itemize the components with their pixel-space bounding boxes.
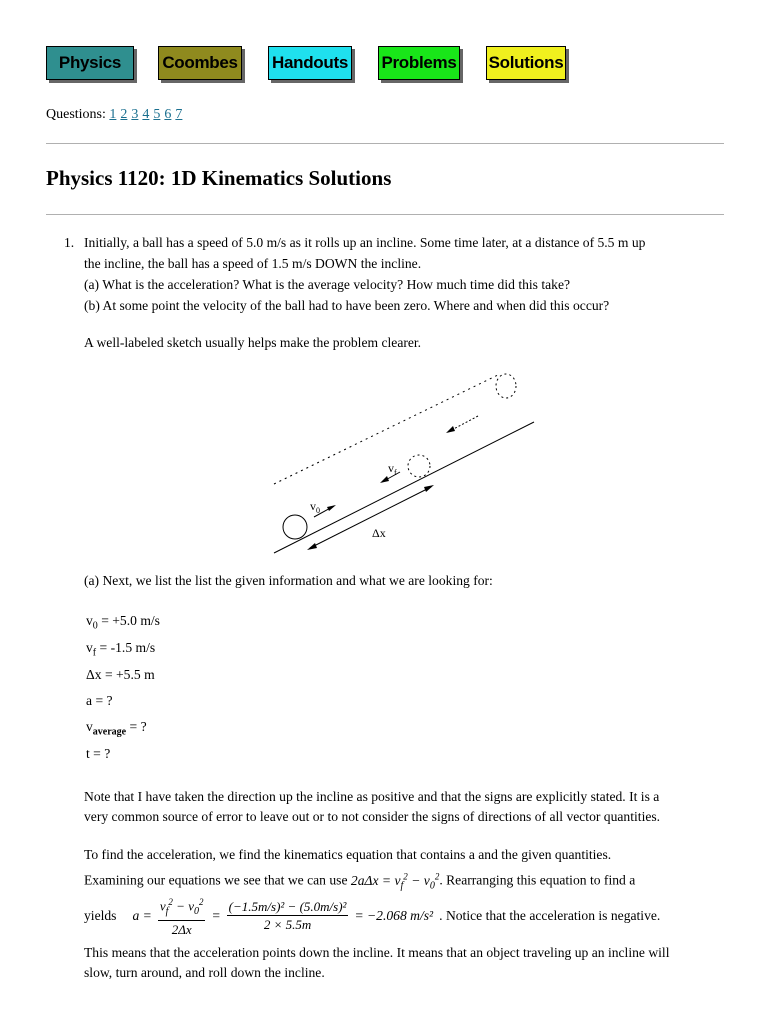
dx-arrow [310, 487, 431, 548]
accel-line-2: Examining our equations we see that we can use $2a\Delta x = v_f^2 - v_0^2$. Rearranging this equation to find a [84, 871, 636, 892]
accel-line-5: slow, turn around, and roll down the incline. [84, 965, 325, 980]
accel-line-3: yields a = $\frac{v_f^2 - v_0^2}{2\Delta x}$ = $\frac{\text{(−1.5m/s)² − (5.0m/s)²}}{2 \times 5.5m}$ = −2.068 m/s² . Notice that the acceleration is negative. [84, 894, 660, 938]
problem-line-1: Initially, a ball has a speed of 5.0 m/s as it rolls up an incline. Some time later, at a distance of 5.5 m up [84, 235, 646, 250]
v0-arrow-head [327, 505, 336, 511]
note-line-1: Note that I have taken the direction up the incline as positive and that the signs are explicitly stated. It is a [84, 789, 660, 804]
sketch-note: A well-labeled sketch usually helps make the problem clearer. [84, 335, 422, 350]
question-link-7[interactable]: 7 [175, 107, 183, 122]
question-link-5[interactable]: 5 [153, 107, 161, 122]
accel-equation-inline: $2a\Delta x = v_f^2 - v_0^2$ [350, 871, 440, 892]
v0-label: $v_0$ [310, 499, 320, 515]
given-a: a = ? [86, 693, 113, 708]
divider-title [46, 214, 724, 215]
fraction-symbolic: $\frac{v_f^2 - v_0^2}{2\Delta x}$ [158, 894, 206, 938]
page-title: Physics 1120: 1D Kinematics Solutions [46, 166, 392, 190]
question-link-4[interactable]: 4 [142, 107, 150, 122]
problem-line-2: the incline, the ball has a speed of 1.5 m/s DOWN the incline. [84, 256, 422, 271]
problem-line-3: (a) What is the acceleration? What is the average velocity? How much time did this take? [84, 277, 571, 292]
question-link-2[interactable]: 2 [120, 107, 128, 122]
problem-line-4: (b) At some point the velocity of the ball had to have been zero. Where and when did this occur? [84, 298, 610, 313]
note-line-2: very common source of error to leave out or to not consider the signs of directions of all vector quantities. [84, 809, 661, 824]
ball-final-dotted [408, 455, 430, 477]
given-vavg: $v_{average}$ = ? [86, 719, 147, 738]
accel-line-4: This means that the acceleration points down the incline. It means that an object traveling up an incline will [84, 945, 670, 960]
question-link-6[interactable]: 6 [164, 107, 172, 122]
return-arrow-head [446, 426, 455, 433]
question-link-1[interactable]: 1 [109, 107, 117, 122]
given-intro: (a) Next, we list the list the given information and what we are looking for: [84, 573, 493, 588]
ball-top-dotted [496, 374, 516, 398]
nav-solutions-button[interactable]: Solutions [486, 46, 566, 80]
incline-sketch [0, 360, 768, 560]
ball-initial [283, 515, 307, 539]
accel-line-1: To find the acceleration, we find the kinematics equation that contains a and the given quantities. [84, 847, 612, 862]
question-link-3[interactable]: 3 [131, 107, 139, 122]
vf-label: $v_f$ [388, 461, 397, 477]
nav-problems-button[interactable]: Problems [378, 46, 460, 80]
dotted-path [274, 374, 500, 484]
divider-top [46, 143, 724, 144]
nav-coombes-button[interactable]: Coombes [158, 46, 242, 80]
nav-handouts-button[interactable]: Handouts [268, 46, 352, 80]
nav-physics-button[interactable]: Physics [46, 46, 134, 80]
given-v0: $v_0 = +5.0$ m/s [86, 613, 160, 632]
dx-label: Δx [372, 526, 386, 540]
questions-label: Questions: [46, 107, 106, 122]
accel-result: = −2.068 m/s² [354, 907, 434, 923]
dx-arrow-head-b [424, 485, 434, 492]
fraction-numeric: $\frac{\text{(−1.5m/s)² − (5.0m/s)²}}{2 \times 5.5m}$ [228, 899, 347, 933]
given-dx: Δx = +5.5 m [86, 667, 155, 682]
incline-line [274, 422, 534, 553]
dx-arrow-head-a [307, 543, 317, 550]
problem-number: 1. [64, 235, 75, 250]
questions-nav [46, 107, 186, 123]
given-vf: $v_f = -1.5$ m/s [86, 640, 156, 659]
vf-arrow-head [380, 476, 389, 483]
given-t: t = ? [86, 746, 111, 761]
